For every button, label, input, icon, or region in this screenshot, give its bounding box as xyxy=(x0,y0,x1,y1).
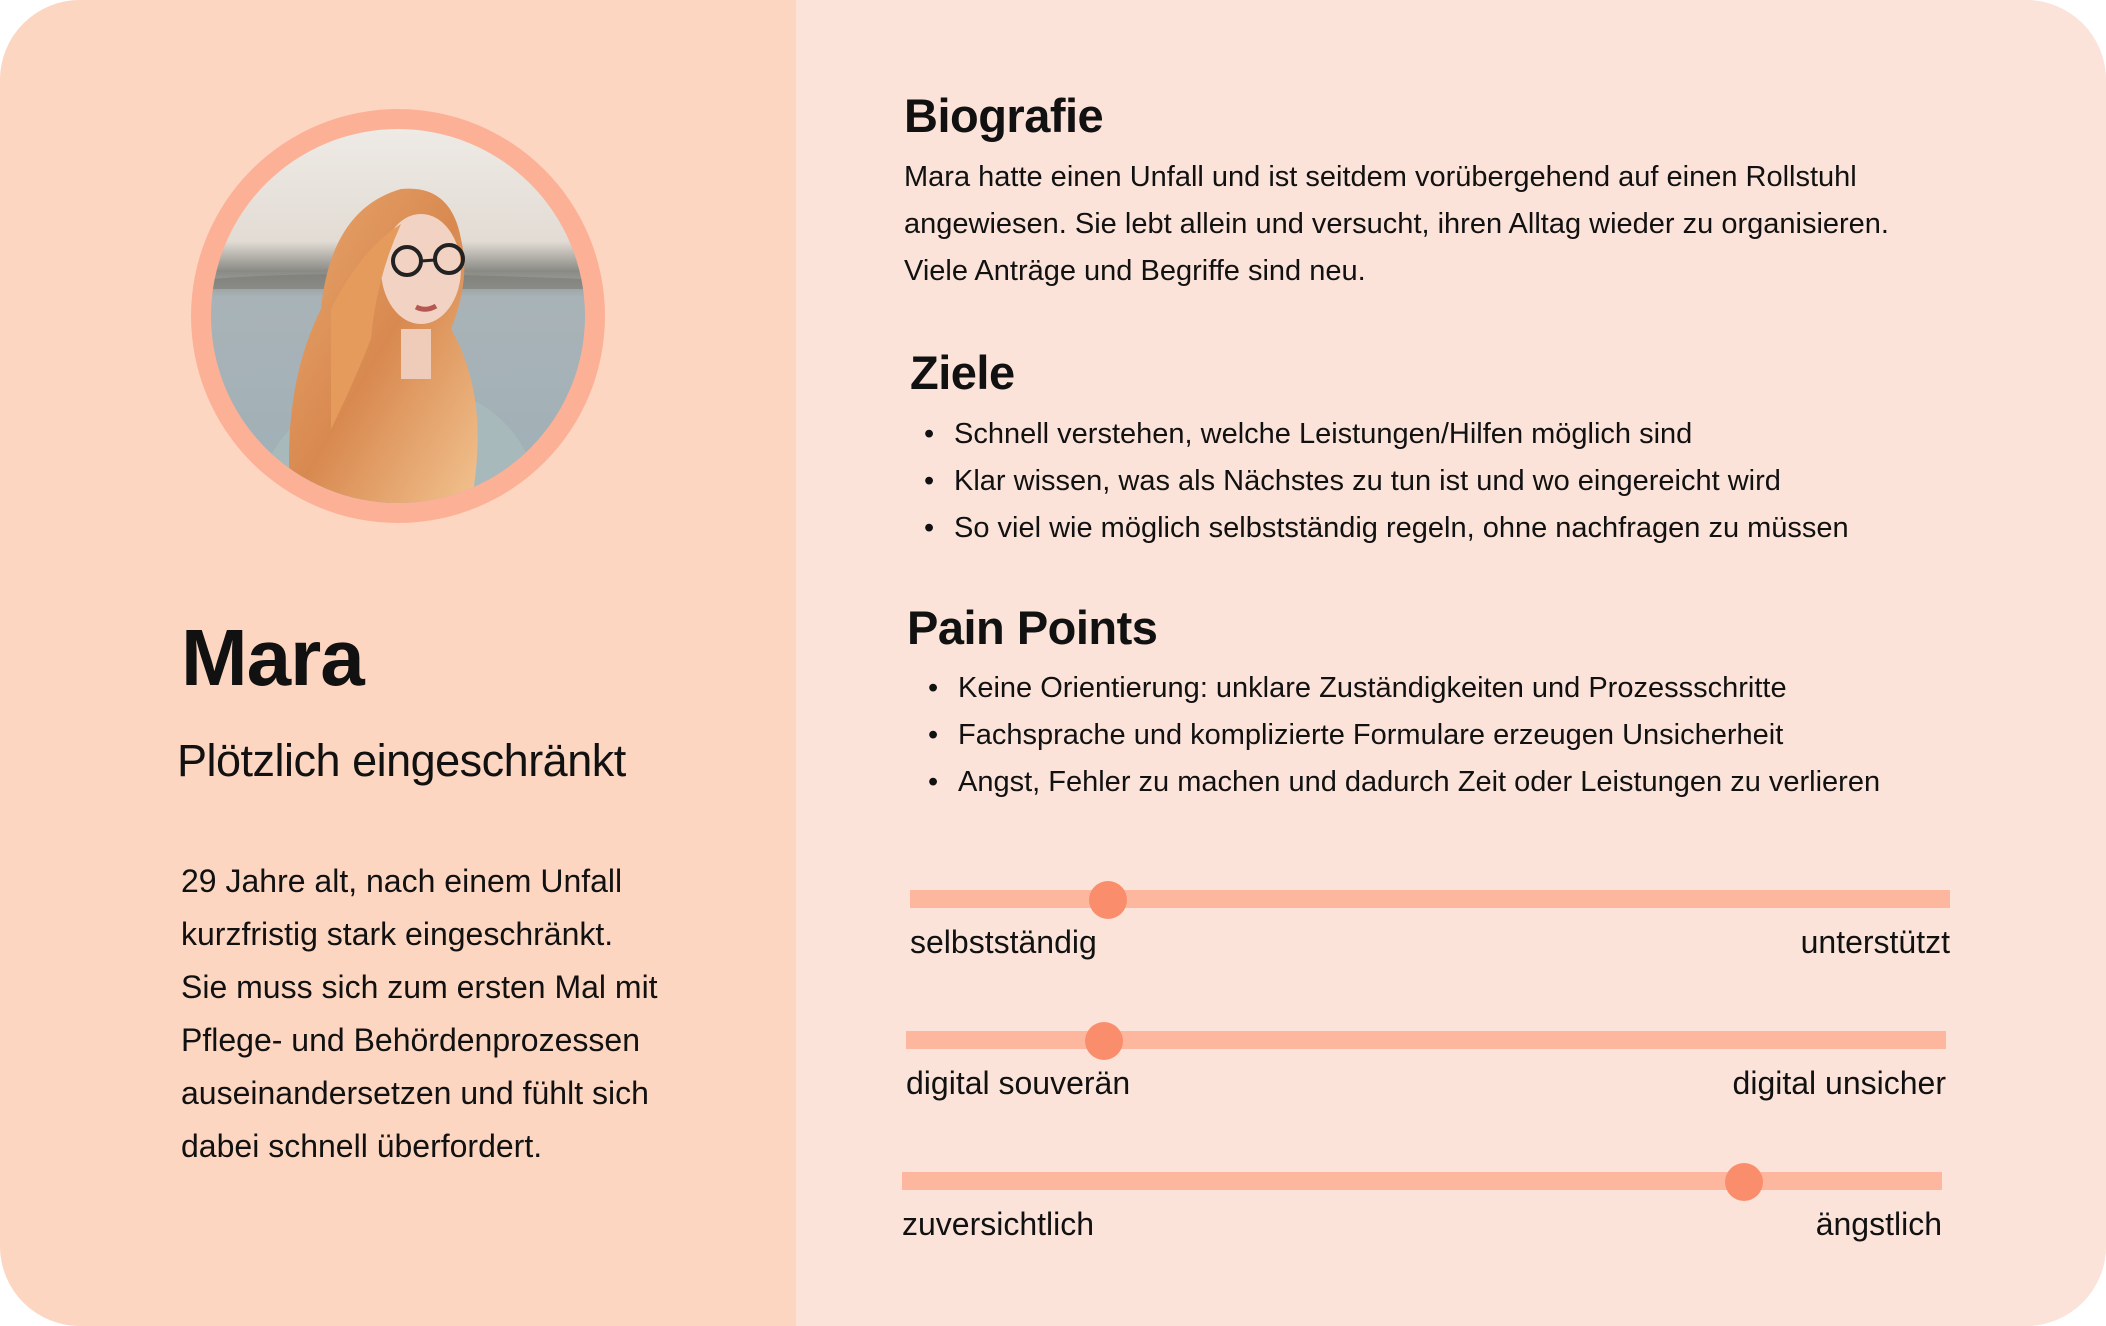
scale-confidence xyxy=(902,1158,1942,1242)
description-line: dabei schnell überfordert. xyxy=(181,1128,543,1164)
persona-name: Mara xyxy=(181,613,364,702)
pain-point-text: Keine Orientierung: unklare Zuständigkeiten und Prozessschritte xyxy=(958,672,1787,704)
list-item xyxy=(924,411,1849,458)
biography-line: angewiesen. Sie lebt allein und versucht, ihren Alltag wieder zu organisieren. xyxy=(904,208,1889,240)
bullet-icon: • xyxy=(924,418,935,450)
pain-points-title: Pain Points xyxy=(907,601,1158,654)
list-item xyxy=(928,712,1880,759)
scale-left-label: selbstständig xyxy=(910,924,1097,960)
pain-point-text: Angst, Fehler zu machen und dadurch Zeit oder Leistungen zu verlieren xyxy=(958,766,1881,798)
list-item xyxy=(928,665,1880,712)
description-line: Sie muss sich zum ersten Mal mit xyxy=(181,969,658,1005)
description-line: 29 Jahre alt, nach einem Unfall xyxy=(181,863,623,899)
goals-title: Ziele xyxy=(910,346,1015,399)
pain-points-list xyxy=(928,665,1881,806)
bullet-icon: • xyxy=(928,672,939,704)
goals-list xyxy=(924,411,1849,552)
scale-left-label: zuversichtlich xyxy=(902,1206,1095,1242)
pain-point-text: Fachsprache und komplizierte Formulare erzeugen Unsicherheit xyxy=(958,719,1784,751)
persona-description xyxy=(181,855,721,1173)
scale-track xyxy=(902,1172,1942,1190)
biography-title: Biografie xyxy=(904,89,1104,142)
scale-right-label: unterstützt xyxy=(1800,924,1950,960)
bullet-icon: • xyxy=(928,719,939,751)
scale-marker xyxy=(1725,1163,1763,1201)
profile-panel xyxy=(0,0,796,1326)
scale-marker xyxy=(1089,881,1127,919)
list-item xyxy=(928,759,1881,806)
scale-right-label: digital unsicher xyxy=(1732,1065,1946,1101)
list-item xyxy=(924,458,1849,505)
scale-track xyxy=(910,890,1950,908)
list-item xyxy=(924,505,1849,552)
avatar xyxy=(211,129,585,503)
biography-text xyxy=(904,154,1964,295)
bullet-icon: • xyxy=(924,465,935,497)
biography-line: Mara hatte einen Unfall und ist seitdem vorübergehend auf einen Rollstuhl xyxy=(904,161,1857,193)
avatar-ring xyxy=(191,109,605,523)
portrait-photo xyxy=(211,129,585,503)
scale-right-label: ängstlich xyxy=(1815,1206,1942,1242)
goal-text: Schnell verstehen, welche Leistungen/Hilfen möglich sind xyxy=(954,418,1693,450)
description-line: Pflege- und Behördenprozessen xyxy=(181,1022,640,1058)
scale-digital xyxy=(906,1017,1946,1101)
description-line: kurzfristig stark eingeschränkt. xyxy=(181,916,614,952)
bullet-icon: • xyxy=(924,512,935,544)
scale-independence xyxy=(910,876,1950,960)
goal-text: Klar wissen, was als Nächstes zu tun ist und wo eingereicht wird xyxy=(954,465,1781,497)
description-line: auseinandersetzen und fühlt sich xyxy=(181,1075,649,1111)
scale-marker xyxy=(1085,1022,1123,1060)
scale-track xyxy=(906,1031,1946,1049)
bullet-icon: • xyxy=(928,766,939,798)
scale-left-label: digital souverän xyxy=(906,1065,1131,1101)
persona-subtitle: Plötzlich eingeschränkt xyxy=(177,735,626,786)
biography-line: Viele Anträge und Begriffe sind neu. xyxy=(904,255,1366,287)
goal-text: So viel wie möglich selbstständig regeln, ohne nachfragen zu müssen xyxy=(954,512,1849,544)
